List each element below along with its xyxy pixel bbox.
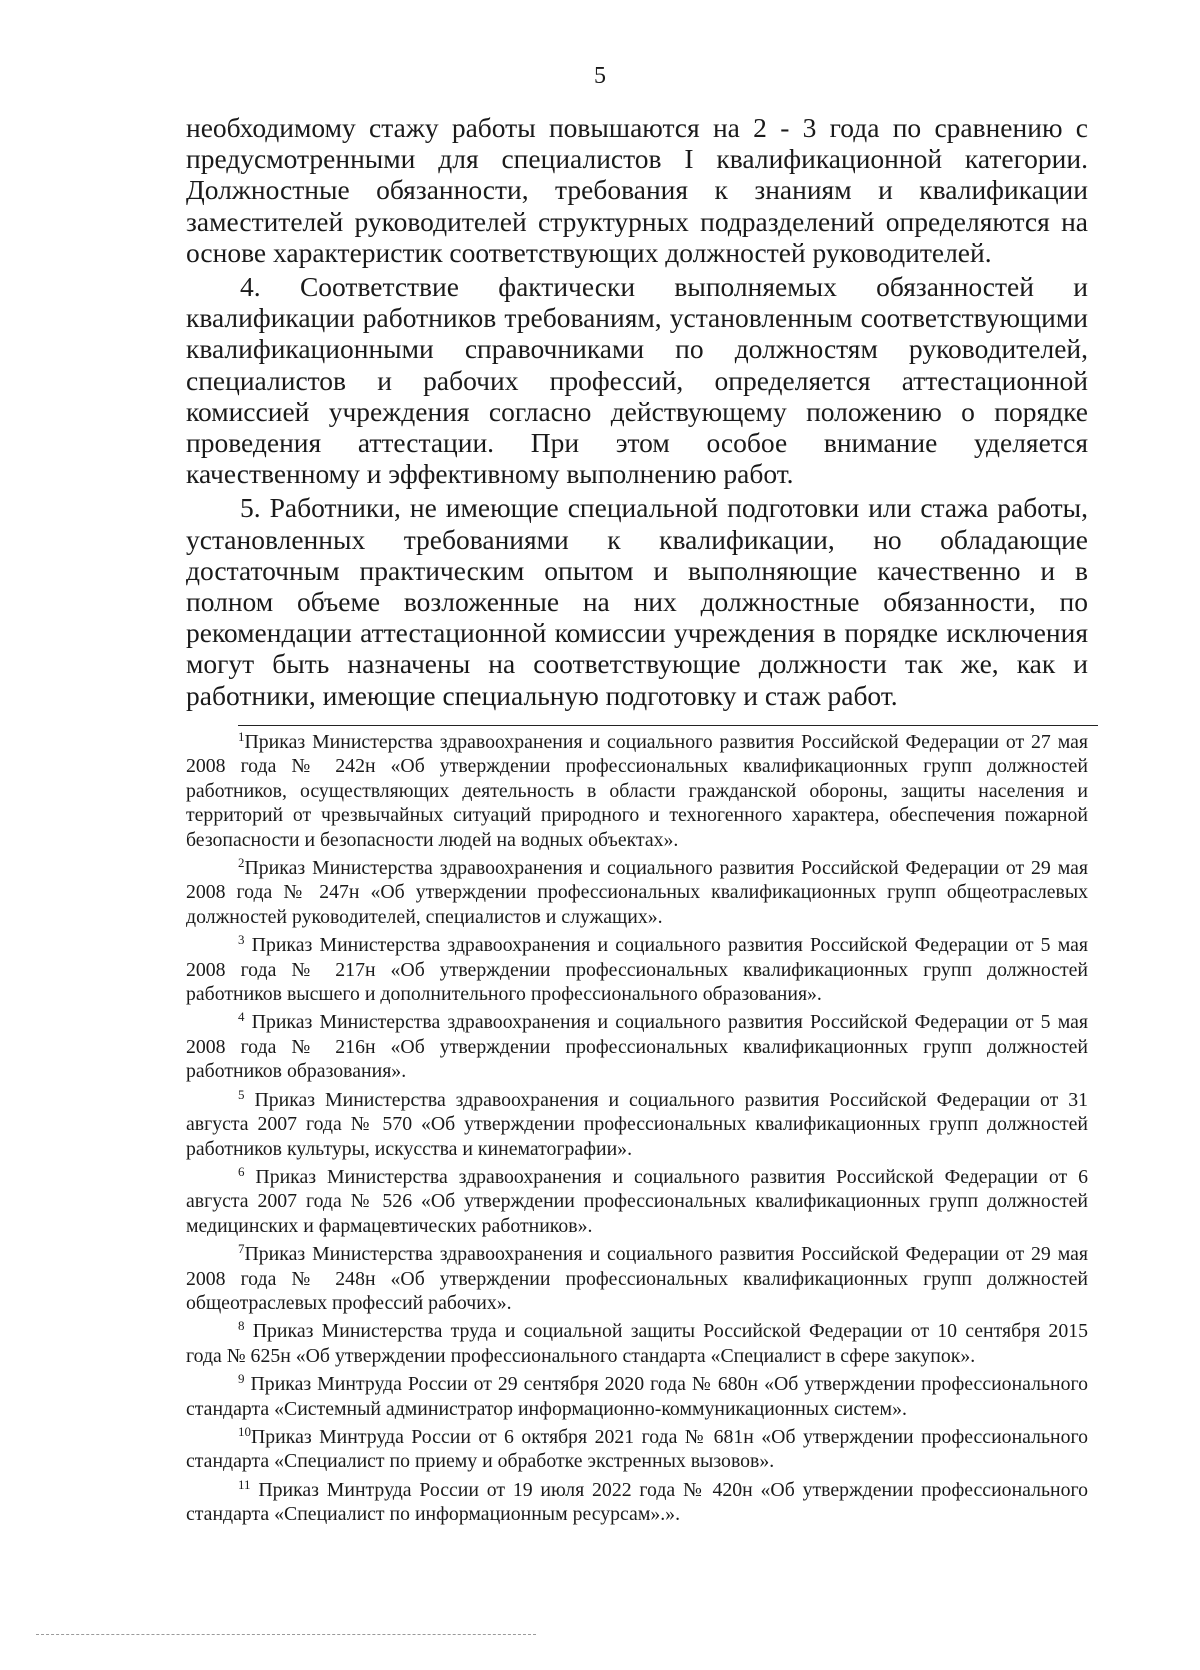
footnote-10 bbox=[186, 1425, 1088, 1474]
footnote-text: Приказ Минтруда России от 19 июля 2022 года № 420н «Об утверждении профессионального стандарта «Специалист по информационным ресурсам».». bbox=[186, 1478, 1088, 1526]
footnote-mark: 2 bbox=[238, 855, 245, 871]
footnote-mark: 6 bbox=[238, 1163, 245, 1179]
page-number: 5 bbox=[594, 63, 606, 89]
footnote-text: Приказ Министерства здравоохранения и социального развития Российской Федерации от 6 августа 2007 года № 526 «Об утверждении профессиональных квалификационных групп должностей медицинских и фармацевтических работников». bbox=[186, 1165, 1088, 1237]
footnote-mark: 7 bbox=[238, 1241, 245, 1257]
footnote-9 bbox=[186, 1372, 1088, 1421]
paragraph-5: 5. Работники, не имеющие специальной подготовки или стажа работы, установленных требованиями к квалификации, но обладающие достаточным практическим опытом и выполняющие качественно и в полном объеме возложенные на них должностные обязанности, по рекомендации аттестационной комиссии учреждения в порядке исключения могут быть назначены на соответствующие должности так же, как и работники, имеющие специальную подготовку и стаж работ. bbox=[186, 492, 1088, 711]
footnote-text: Приказ Министерства здравоохранения и социального развития Российской Федерации от 5 мая 2008 года № 217н «Об утверждении профессиональных квалификационных групп должностей работников высшего и дополнительного профессионального образования». bbox=[186, 934, 1088, 1006]
footnote-text: Приказ Министерства здравоохранения и социального развития Российской Федерации от 29 мая 2008 года № 248н «Об утверждении профессиональных квалификационных групп должностей общеотраслевых профессий рабочих». bbox=[186, 1243, 1088, 1314]
footnote-mark: 10 bbox=[238, 1423, 251, 1439]
paragraph-continuation: необходимому стажу работы повышаются на 2 - 3 года по сравнению с предусмотренными для специалистов I квалификационной категории. Должностные обязанности, требования к знаниям и квалификации заместителей руководителей структурных подразделений определяются на основе характеристик соответствующих должностей руководителей. bbox=[186, 112, 1088, 268]
footnote-8 bbox=[186, 1319, 1088, 1368]
footnote-mark: 3 bbox=[238, 932, 245, 948]
footnote-4 bbox=[186, 1010, 1088, 1083]
footnote-text: Приказ Минтруда России от 6 октября 2021 года № 681н «Об утверждении профессионального стандарта «Специалист по приему и обработке экстренных вызовов». bbox=[186, 1425, 1088, 1473]
footnote-5 bbox=[186, 1088, 1088, 1161]
footnote-mark: 5 bbox=[238, 1086, 245, 1102]
footnote-text: Приказ Минтруда России от 29 сентября 2020 года № 680н «Об утверждении профессионального стандарта «Системный администратор информационно-коммуникационных систем». bbox=[186, 1373, 1088, 1420]
main-text bbox=[186, 112, 1088, 711]
footnote-mark: 4 bbox=[238, 1009, 245, 1025]
paragraph-4: 4. Соответствие фактически выполняемых обязанностей и квалификации работников требованиям, установленным соответствующими квалификационными справочниками по должностям руководителей, специалистов и рабочих профессий, определяется аттестационной комиссией учреждения согласно действующему положению о порядке проведения аттестации. При этом особое внимание уделяется качественному и эффективному выполнению работ. bbox=[186, 271, 1088, 490]
footnote-mark: 8 bbox=[238, 1318, 245, 1334]
footnote-text: Приказ Министерства здравоохранения и социального развития Российской Федерации от 27 мая 2008 года № 242н «Об утверждении профессиональных квалификационных групп должностей работников, осуществляющих деятельность в области гражданской обороны, защиты населения и территорий от чрезвычайных ситуаций природного и техногенного характера, обеспечения пожарной безопасности и безопасности людей на водных объектах». bbox=[186, 731, 1088, 851]
footnote-mark: 11 bbox=[238, 1476, 251, 1492]
footnote-mark: 9 bbox=[238, 1371, 245, 1387]
footnote-11 bbox=[186, 1478, 1088, 1527]
scan-edge-artifact bbox=[36, 1634, 536, 1635]
footnote-6 bbox=[186, 1165, 1088, 1238]
footnotes-section bbox=[186, 725, 1088, 1531]
footnote-mark: 1 bbox=[238, 729, 245, 744]
footnote-1 bbox=[186, 730, 1088, 852]
footnote-3 bbox=[186, 933, 1088, 1006]
footnote-text: Приказ Министерства здравоохранения и социального развития Российской Федерации от 5 мая 2008 года № 216н «Об утверждении профессиональных квалификационных групп должностей работников образования». bbox=[186, 1011, 1088, 1083]
footnote-text: Приказ Министерства здравоохранения и социального развития Российской Федерации от 31 августа 2007 года № 570 «Об утверждении профессиональных квалификационных групп должностей работников культуры, искусства и кинематографии». bbox=[186, 1088, 1089, 1160]
footnote-7 bbox=[186, 1242, 1088, 1315]
footnote-2 bbox=[186, 856, 1088, 929]
footnote-text: Приказ Министерства труда и социальной защиты Российской Федерации от 10 сентября 2015 года № 625н «Об утверждении профессионального стандарта «Специалист в сфере закупок». bbox=[186, 1320, 1088, 1367]
footnote-text: Приказ Министерства здравоохранения и социального развития Российской Федерации от 29 мая 2008 года № 247н «Об утверждении профессиональных квалификационных групп общеотраслевых должностей руководителей, специалистов и служащих». bbox=[186, 857, 1088, 928]
footnote-separator bbox=[238, 725, 1098, 726]
